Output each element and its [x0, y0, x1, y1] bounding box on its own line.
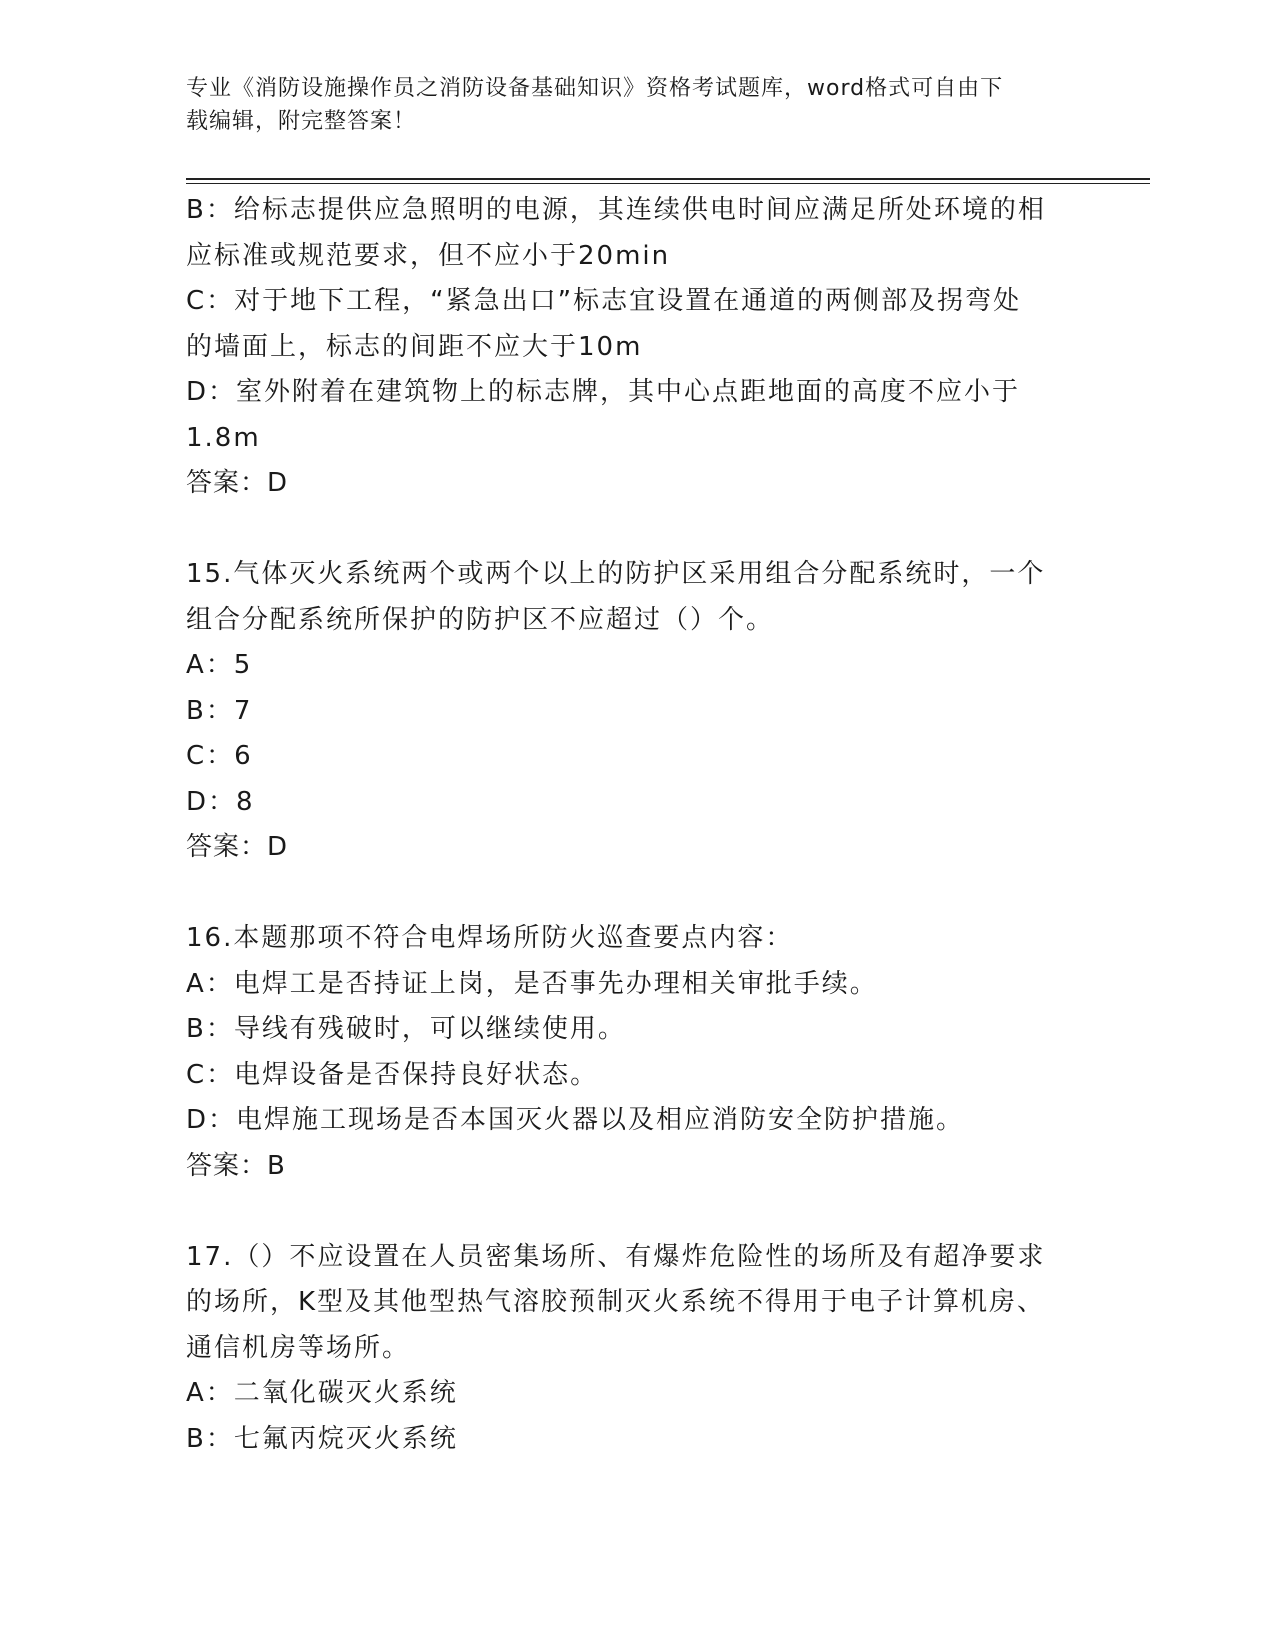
option-b: B：7: [186, 695, 253, 726]
document-header: [186, 72, 1066, 138]
option-b: B：导线有残破时，可以继续使用。: [186, 1014, 626, 1044]
spacer: [186, 871, 1086, 917]
question-stem-line-2: 的场所，K型及其他型热气溶胶预制灭火系统不得用于电子计算机房、: [186, 1287, 1046, 1317]
spacer: [186, 1189, 1086, 1235]
answer: 答案：D: [186, 832, 289, 862]
option-b: B：七氟丙烷灭火系统: [186, 1423, 458, 1454]
option-c-line-1: C：对于地下工程，“紧急出口”标志宜设置在通道的两侧部及拐弯处: [186, 286, 1022, 316]
option-d-line-1: D：室外附着在建筑物上的标志牌，其中心点距地面的高度不应小于: [186, 377, 1021, 407]
option-d-line-2: 1.8m: [186, 422, 261, 453]
option-a: A：电焊工是否持证上岗，是否事先办理相关审批手续。: [186, 968, 878, 999]
option-c: C：6: [186, 741, 253, 771]
question-stem: 16.本题那项不符合电焊场所防火巡查要点内容：: [186, 923, 794, 953]
option-c: C：电焊设备是否保持良好状态。: [186, 1059, 599, 1090]
option-c-line-2: 的墙面上，标志的间距不应大于10m: [186, 331, 643, 362]
question-16: [186, 916, 1086, 1189]
question-14-continued: [186, 188, 1086, 507]
answer: 答案：B: [186, 1150, 286, 1181]
header-line-2: 载编辑，附完整答案！: [186, 109, 417, 134]
question-stem-line-1: 15.气体灭火系统两个或两个以上的防护区采用组合分配系统时，一个: [186, 559, 1046, 589]
question-15: [186, 552, 1086, 871]
question-17: [186, 1235, 1086, 1463]
option-b-line-1: B：给标志提供应急照明的电源，其连续供电时间应满足所处环境的相: [186, 195, 1046, 225]
document-body: [186, 188, 1086, 1462]
option-d: D：8: [186, 786, 255, 817]
answer: 答案：D: [186, 468, 289, 498]
question-stem-line-2: 组合分配系统所保护的防护区不应超过（）个。: [186, 604, 775, 635]
spacer: [186, 507, 1086, 553]
option-b-line-2: 应标准或规范要求，但不应小于20min: [186, 240, 671, 271]
header-line-1: 专业《消防设施操作员之消防设备基础知识》资格考试题库，word格式可自由下: [186, 76, 1004, 101]
option-a: A：5: [186, 650, 253, 680]
question-stem-line-3: 通信机房等场所。: [186, 1332, 411, 1363]
header-rule-thick: [186, 178, 1150, 180]
option-d: D：电焊施工现场是否本国灭火器以及相应消防安全防护措施。: [186, 1105, 965, 1135]
option-a: A：二氧化碳灭火系统: [186, 1378, 458, 1408]
header-rule-thin: [186, 183, 1150, 184]
question-stem-line-1: 17.（）不应设置在人员密集场所、有爆炸危险性的场所及有超净要求: [186, 1241, 1046, 1272]
